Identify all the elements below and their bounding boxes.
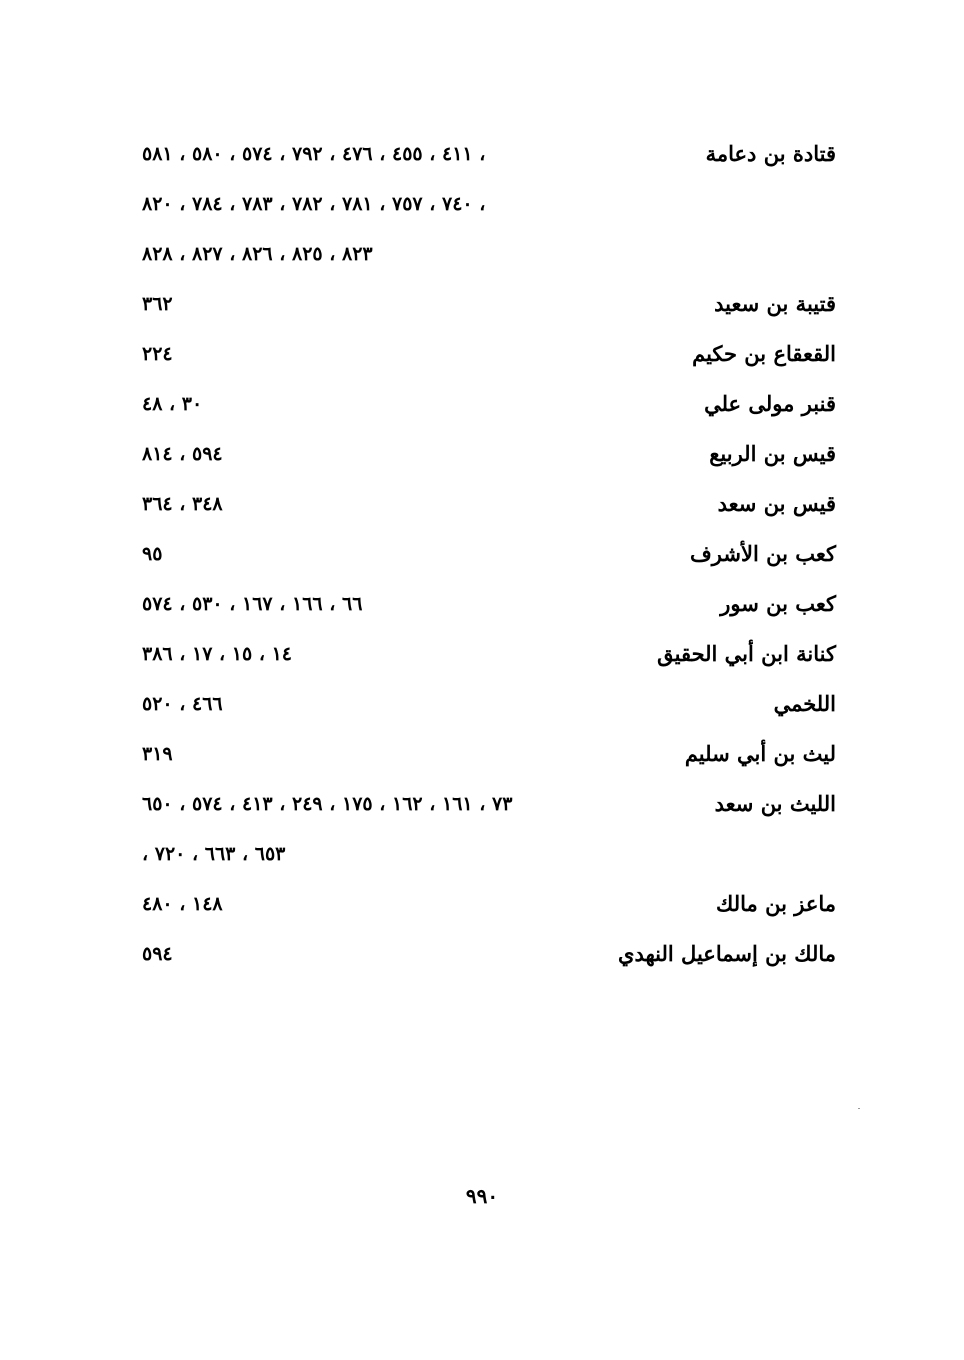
entry-name: كعب بن سور [720, 591, 836, 616]
entry-pages: ٣٦٢ [142, 293, 173, 315]
entry-name: ليث بن أبي سليم [684, 741, 836, 766]
index-entry [0, 434, 964, 474]
entry-name: قيس بن الربيع [709, 441, 836, 466]
index-entry [0, 284, 964, 324]
entry-name: كعب بن الأشرف [690, 541, 836, 566]
index-entry [0, 634, 964, 674]
entry-pages: ٥٩٤ ، ٨١٤ [142, 443, 223, 465]
index-entry [0, 384, 964, 424]
entry-pages: ٨٢٣ ، ٨٢٥ ، ٨٢٦ ، ٨٢٧ ، ٨٢٨ [142, 243, 373, 265]
entry-pages: ٧٣ ، ١٦١ ، ١٦٢ ، ١٧٥ ، ٢٤٩ ، ٤١٣ ، ٥٧٤ ، ٦٥٠ [142, 793, 513, 815]
scan-speck [858, 1108, 860, 1109]
index-entry [0, 884, 964, 924]
index-entry [0, 684, 964, 724]
index-entry-continuation [0, 184, 964, 224]
entry-name: ماعز بن مالك [716, 891, 836, 916]
page-number: ٩٩٠ [465, 1184, 499, 1208]
index-entry [0, 934, 964, 974]
index-entry-continuation [0, 234, 964, 274]
entry-pages: ٣٤٨ ، ٣٦٤ [142, 493, 223, 515]
entry-pages: ٢٢٤ [142, 343, 173, 365]
entry-pages: ٣٠ ، ٤٨ [142, 393, 203, 415]
entry-pages: ٥٩٤ [142, 943, 173, 965]
entry-pages: ٣١٩ [142, 743, 173, 765]
entry-pages: ٩٥ [142, 543, 163, 565]
entry-pages: ٧٤٠ ، ٧٥٧ ، ٧٨١ ، ٧٨٢ ، ٧٨٣ ، ٧٨٤ ، ٨٢٠ ، [142, 193, 486, 215]
entry-name: قتادة بن دعامة [705, 141, 836, 166]
index-entry [0, 734, 964, 774]
entry-pages: ٦٦ ، ١٦٦ ، ١٦٧ ، ٥٣٠ ، ٥٧٤ [142, 593, 363, 615]
entry-name: القعقاع بن حكيم [692, 341, 836, 366]
entry-pages: ٤٦٦ ، ٥٢٠ [142, 693, 223, 715]
index-entry-continuation [0, 834, 964, 874]
entry-name: كنانة ابن أبي الحقيق [657, 641, 836, 666]
entry-name: مالك بن إسماعيل النهدي [618, 941, 836, 966]
entry-name: قيس بن سعد [717, 491, 836, 516]
entry-name: اللخمي [773, 691, 836, 716]
entry-pages: ١٤٨ ، ٤٨٠ [142, 893, 223, 915]
entry-name: قتيبة بن سعيد [714, 291, 836, 316]
entry-pages: ١٤ ، ١٥ ، ١٧ ، ٣٨٦ [142, 643, 293, 665]
entry-name: الليث بن سعد [714, 791, 836, 816]
entry-pages: ٤١١ ، ٤٥٥ ، ٤٧٦ ، ٧٩٢ ، ٥٧٤ ، ٥٨٠ ، ٥٨١ ، [142, 143, 486, 165]
index-entry [0, 534, 964, 574]
index-entry [0, 784, 964, 824]
index-entry [0, 584, 964, 624]
index-entry [0, 134, 964, 174]
index-entry [0, 334, 964, 374]
index-entry [0, 484, 964, 524]
entry-name: قنبر مولى علي [704, 391, 836, 416]
entry-pages: ، ٦٥٣ ، ٦٦٣ ، ٧٢٠ [142, 843, 286, 865]
